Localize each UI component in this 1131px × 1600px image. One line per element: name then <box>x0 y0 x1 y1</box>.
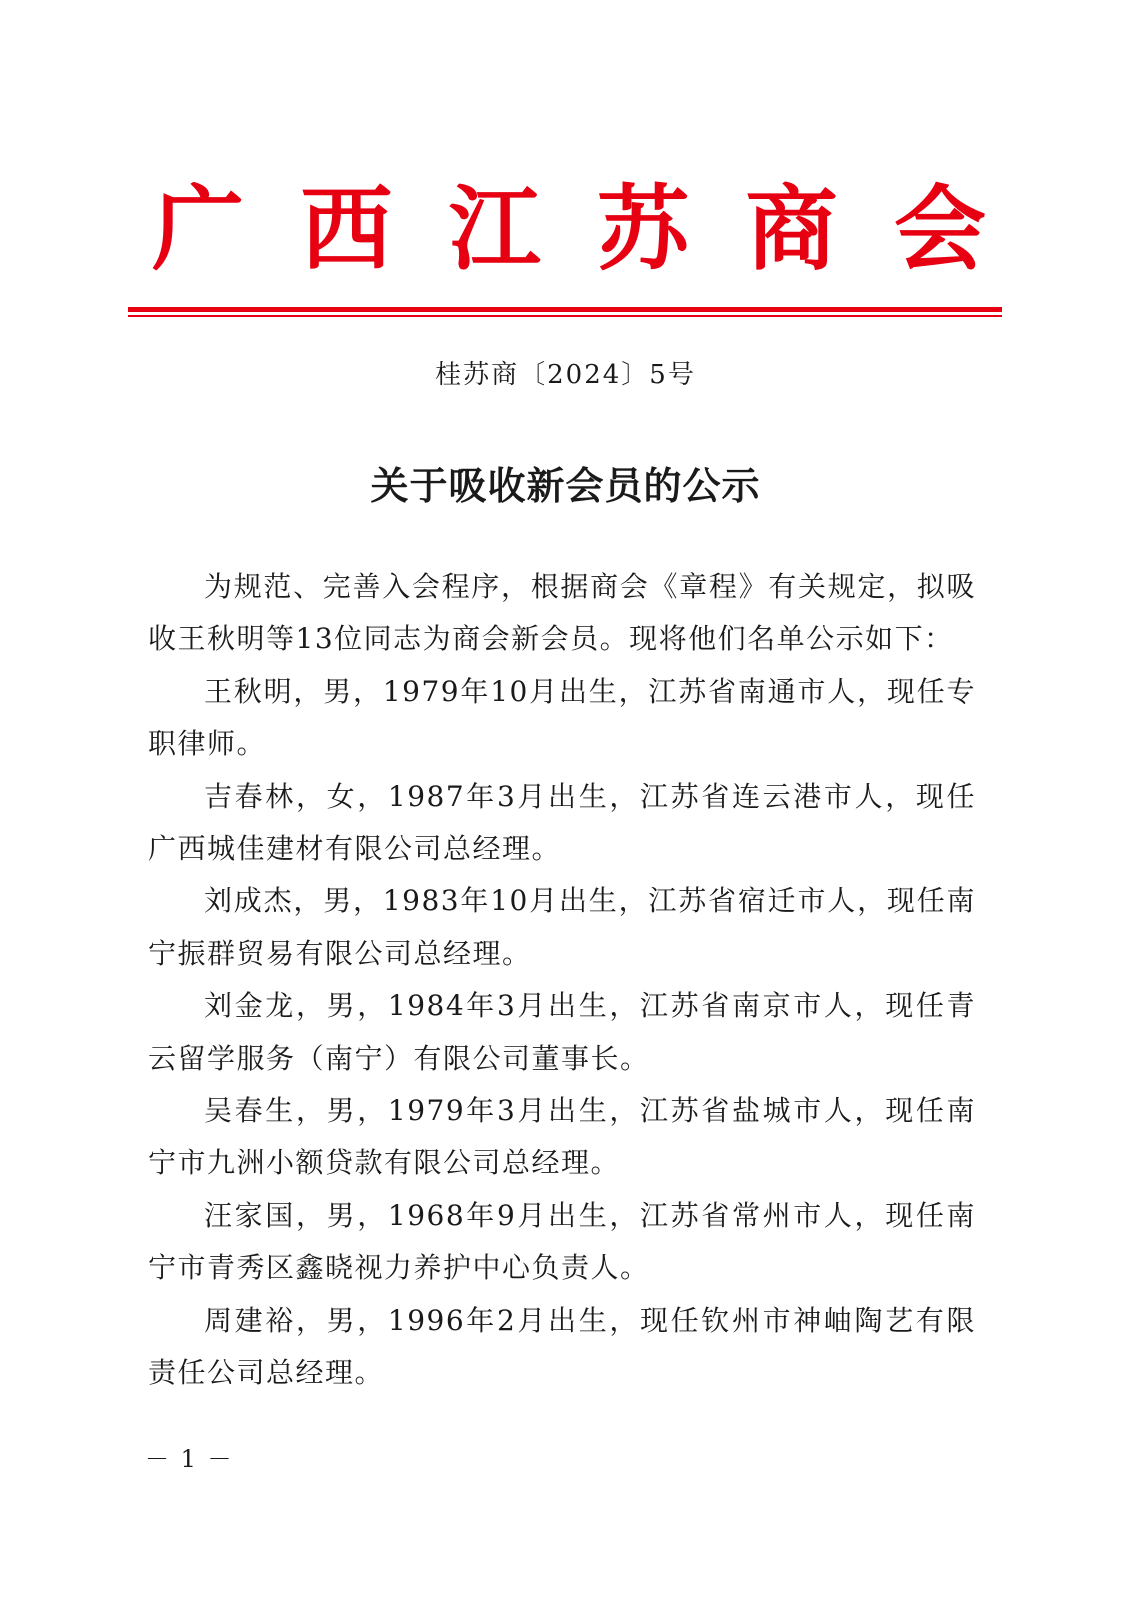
member-entry: 吴春生，男，1979年3月出生，江苏省盐城市人，现任南宁市九洲小额贷款有限公司总经理。 <box>148 1094 976 1180</box>
red-divider-thick <box>128 307 1002 312</box>
masthead-char: 江 <box>448 176 541 283</box>
masthead-char: 苏 <box>597 176 690 283</box>
masthead-char: 广 <box>151 176 244 283</box>
document-body <box>148 561 976 1400</box>
masthead-char: 商 <box>745 176 838 283</box>
document-number: 桂苏商〔2024〕5号 <box>435 360 696 390</box>
member-entry: 吉春林，女，1987年3月出生，江苏省连云港市人，现任广西城佳建材有限公司总经理。 <box>148 779 976 866</box>
masthead-char: 会 <box>893 176 986 283</box>
masthead-char: 西 <box>300 176 393 283</box>
document-title: 关于吸收新会员的公示 <box>370 464 761 508</box>
organization-masthead <box>146 178 992 282</box>
member-entry: 王秋明，男，1979年10月出生，江苏省南通市人，现任专职律师。 <box>148 674 976 761</box>
page-number: － 1 － <box>145 1445 234 1473</box>
member-entry: 汪家国，男，1968年9月出生，江苏省常州市人，现任南宁市青秀区鑫晓视力养护中心负责人。 <box>148 1198 976 1285</box>
member-entry: 刘成杰，男，1983年10月出生，江苏省宿迁市人，现任南宁振群贸易有限公司总经理。 <box>148 884 976 970</box>
member-entry: 周建裕，男，1996年2月出生，现任钦州市神岫陶艺有限责任公司总经理。 <box>148 1303 976 1390</box>
red-divider-thin <box>128 315 1002 317</box>
member-entry: 刘金龙，男，1984年3月出生，江苏省南京市人，现任青云留学服务（南宁）有限公司董事长。 <box>148 989 976 1075</box>
intro-paragraph: 为规范、完善入会程序，根据商会《章程》有关规定，拟吸收王秋明等13位同志为商会新会员。现将他们名单公示如下： <box>148 570 976 656</box>
